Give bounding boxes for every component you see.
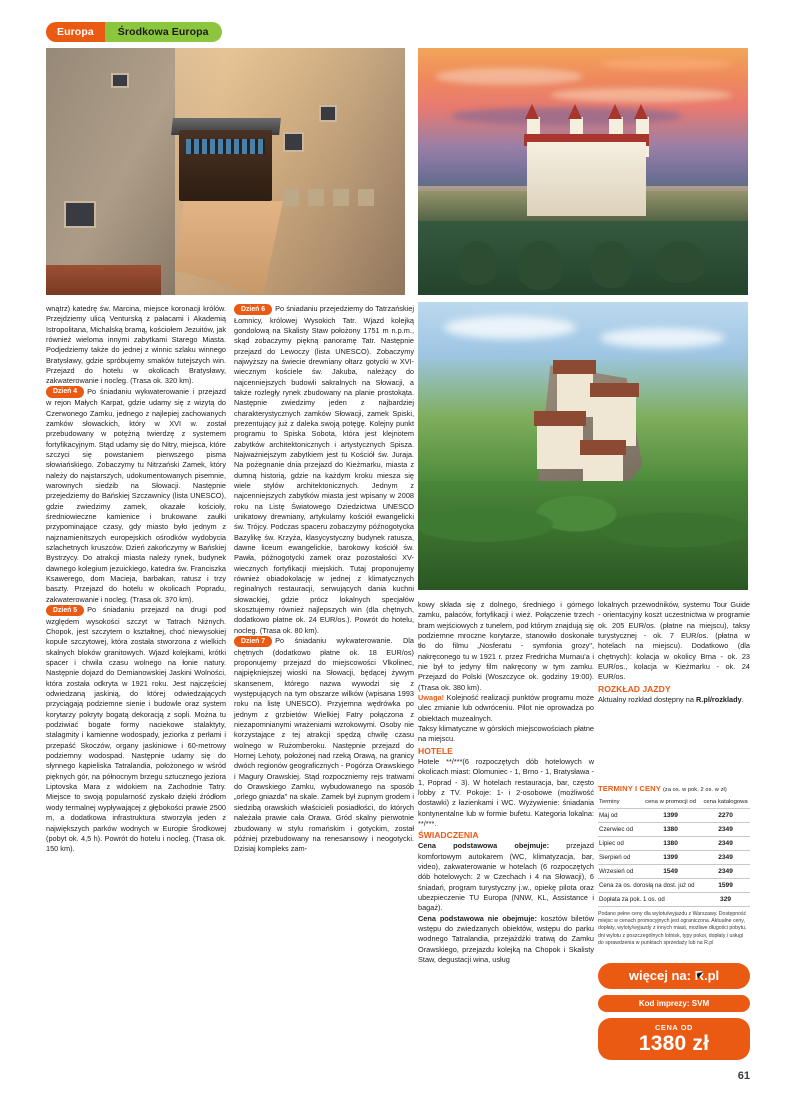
day-6-text: Po śniadaniu przejedziemy do Tatrzańskiej Łomnicy, królowej Wysokich Tatr. Wjazd kolejką gondolową na Skalisty Staw położony 1751 m n.p.m., skąd zobaczymy piękną panoramę Tatr. Następnie przejazd do Lewoczy (lista UNESCO). Zobaczymy najwyższy na świecie drewniany ołtarz gotycki w XVI-wiecznym kościele św. Jakuba, należący do najcenniejszych budowli sakralnych na Słowacji, a także rozległy rynek zbudowany na planie prostokąta. Następnie zwiedzimy jeden z najbardziej charakterystycznych zamków Słowacji, zamek Spiski, prezentujący już z daleka swoją potęgę. Kolejny punkt programu to Spiska Sobota, która jest klejnotem zabytków architektonicznych i artystycznych Spisza. Najważniejszym zabytkiem jest tu Kościół św. Juraja. Na pożegnanie dnia przejazd do Kieżmarku, miasta z dumną historią, gdzie na każdym kroku miesza się wiele stylów architektonicznych. Jednym z najcenniejszych zabytków miasta jest wpisany w 2008 roku na Listę Światowego Dziedzictwa UNESCO unikatowy drewniany, artykularny kościół ewangelicki św. Trójcy. Podczas spaceru zobaczymy późnogotycka Bazylikę św. Krzyża, klasycystyczny budynek ratusza, dawne liceum ewangelickie, barokowy kościół św. Pawła, późnogotycki zamek oraz pozostałości XV-wiecznych fortyfikacji miejskich. Tutaj proponujemy również obiadokolację w jednej z klimatycznych reginalnych restauracji, serwujących dania kuchni słowackiej, gdzie prócz lokalnych specjałów skosztujemy również najlepszych win (dla chętnych, dodatkowo płatne ok. 24 EUR/os.). Powrót do hotelu, nocleg. (Trasa ok. 80 km). xyxy=(234,304,414,635)
cell-term: Czerwiec od xyxy=(598,823,640,837)
price-excludes-label: Cena podstawowa nie obejmuje: xyxy=(418,913,537,923)
day-7-badge: Dzień 7 xyxy=(234,636,272,648)
cell-extra-label: Cena za os. dorosłą na dost. już od xyxy=(598,879,701,893)
col-header-promo: cena w promocji od xyxy=(640,796,701,809)
col-header-catalog: cena katalogowa xyxy=(701,796,750,809)
cell-extra-label: Dopłata za pok. 1 os. od xyxy=(598,893,701,907)
cell-term: Sierpień od xyxy=(598,851,640,865)
price-from-amount: 1380 zł xyxy=(638,1032,710,1055)
day-7-paragraph xyxy=(234,636,414,854)
uwaga-text: Kolejność realizacji punktów programu może ulec zmianie lub odwróceniu. Pilot nie oprowadza po obiektach muzealnych. xyxy=(418,693,594,723)
text-column-2 xyxy=(234,304,414,855)
table-row xyxy=(598,809,750,823)
more-info-button[interactable]: więcej na: R.pl xyxy=(598,963,750,989)
cell-promo: 1380 xyxy=(640,823,701,837)
day-4-badge: Dzień 4 xyxy=(46,386,84,398)
offer-code-badge: Kod imprezy: SVM xyxy=(598,995,750,1012)
cell-promo: 1549 xyxy=(640,865,701,879)
day-6-paragraph xyxy=(234,304,414,636)
swiadczenia-heading: ŚWIADCZENIA xyxy=(418,830,479,841)
prices-fineprint: Podano pełne ceny dla wylotu/wyjazdu z Warszawy. Dostępność miejsc w cenach promocyjnych jest ograniczona. Aktualne ceny, dopłaty, wyloty/wyjazdy z innych miast, możliwe długości pobytu, dni wylotu z poszczególnych lotnisk, typy pokoi, dopłaty i usługi do sprawdzenia w punktach sprzedaży lub na R.pl xyxy=(598,911,747,946)
prices-panel xyxy=(598,784,750,947)
day-7-text: Po śniadaniu wykwaterowanie. Dla chętnych (dodatkowo płatne ok. 18 EUR/os) proponujemy przejazd do miejscowości Vlkolinec, najpiękniejszej wioski na Słowacji, będącej żywym skansenem, którego nazwa wywodzi się z występujących na tym obszarze wilków (wpisana 1993 roku na listę UNESCO). Przyjemna wędrówka po jednym z grzbietów Wielkiej Fatry połączona z niezapomnianymi wrażeniami wzrokowymi. Osoby nie korzystające z tej atrakcji spędzą chwilę czasu wolnego w Rużomberoku. Następnie przejazd do Hornej Lehoty, położonej nad rzeką Orawą, na granicy dwóch regionów geograficznych - Pogórza Orawskiego i Magury Orawskiej. Stąd rozpoczniemy rejs tratwami do Orawskiego Zamku, wybudowanego na sposób „orlego gniazda" na skale. Zamek był żupnym grodem i siedzibą orawskich właścicieli posiadłości, do których należała prawie cała Orawa. Gród skalny pierwotnie zbudowany w stylu romańskim i gotyckim, został później przebudowany na renesansowy i neogotycki. Dzisiaj kompleks zam- xyxy=(234,636,414,854)
hotele-text: Hotele **/***(6 rozpoczętych dób hotelowych w okolicach miast: Olomuniec - 1, Brno - 1, Bratysława - 1, Poprad - 3). W hotelach restauracja, bar, często lobby z TV. Pokoje: 1- i 2-osobowe (możliwość dostawki) z łazienkami i WC. Wyżywienie: śniadania kontynentalne lub w formie bufetu. Kategoria lokalna: **/***. xyxy=(418,756,594,828)
price-excludes-text: kosztów biletów wstępu do zwiedzanych obiektów, wstępu do parku wodnego Tatralandia, przejażdżki tratwą do Zamku Orawskiego, przejazdu kolejką na Chopok i Skalisty Staw, degustacji wina, usług xyxy=(418,913,594,964)
paragraph-continued: lokalnych przewodników, systemu Tour Guide - orientacyjny koszt uczestnictwa w programie ok. 205 EUR/os. (płatne na miejscu), taksy turystycznej - ok. 7 EUR/os. (płatna w hotelach na miejscu). Dodatkowo (dla chętnych): kolacja w okolicy Brna - ok. 23 EUR/os., kolacja w Kieżmarku - ok. 24 EUR/os. xyxy=(598,600,750,682)
photo-castle-wall xyxy=(46,48,405,295)
prices-title-text: TERMINY I CENY xyxy=(598,784,661,793)
cell-catalog: 2349 xyxy=(701,851,750,865)
prices-subtitle: (za os. w pok. 2 os. w zł) xyxy=(662,787,727,793)
table-row xyxy=(598,823,750,837)
paragraph-continued: kowy składa się z dolnego, średniego i górnego zamku, pałaców, fortyfikacji i wież. Połączenie trzech bram wejściowych z tunelem, pod którym znajdują się podziemne mroczne korytarze, stanowiło doskonałe tło do filmu „Nosferatu - symfonia grozy", nakręconego tu w 1921 r. przez Fredricha Murnau'a i nie był to jedyny film nakręcony w tym zamku. Przejazd do Polski (Woszczyce ok. godziny 19:00). (Trasa ok. 380 km). xyxy=(418,600,594,692)
prices-title xyxy=(598,784,750,793)
price-excludes-paragraph xyxy=(418,914,594,966)
day-4-paragraph xyxy=(46,387,226,605)
prices-table xyxy=(598,796,750,907)
uwaga-paragraph xyxy=(418,693,594,724)
day-5-paragraph xyxy=(46,605,226,854)
cell-catalog: 2270 xyxy=(701,809,750,823)
col-header-term: Terminy xyxy=(598,796,640,809)
table-row xyxy=(598,837,750,851)
day-4-text: Po śniadaniu wykwaterowanie i przejazd w rejon Małych Karpat, gdzie udamy się z wizytą do Czerwonego Zamku, jednego z najlepiej zachowanych zamków słowackich, który w XVI w. został przebudowany w potężną twierdzę z systemem fortyfikacyjnym. Stąd udamy się do Nitry, miejsca, które szczyci się powstaniem pierwszego pisma słowiańskiego. Zobaczymy tu Nitrzański Zamek, który należy do najstarszych, udokumentowanych pisemnie, warownych siedzib na Słowacji. Następnie przejedziemy do Bańskiej Szczawnicy (lista UNESCO), gdzie zwiedzimy zamek, okazałe kościoły, średniowieczne kamienice i brukowane zaułki przypominające czasy, gdy miasto było jednym z najznamienitszych europejskich ośrodków wydobycia szlachetnych kruszców. Dzień zakończymy w Bańskiej Bystrzycy. Do atrakcji miasta należy rynek, budynek dawnego kolegium jezuickiego, katedra św. Franciszka Ksawerego, dom Macieja, barbakan, ratusz i trzy baszty. Przejazd do hotelu w okolicach Popradu, zakwaterowanie i nocleg. (Trasa ok. 370 km). xyxy=(46,386,226,604)
price-from-label: CENA OD xyxy=(654,1023,693,1032)
cell-term: Maj od xyxy=(598,809,640,823)
rozklad-paragraph: Aktualny rozkład dostępny na R.pl/rozklady. xyxy=(598,694,744,704)
cell-extra-value: 1599 xyxy=(701,879,750,893)
table-row-extra xyxy=(598,893,750,907)
cell-promo: 1399 xyxy=(640,851,701,865)
badge-region[interactable]: Europa xyxy=(46,22,105,42)
cell-term: Wrzesień od xyxy=(598,865,640,879)
photo-bratislava-castle xyxy=(418,48,748,295)
breadcrumb xyxy=(46,22,222,42)
price-from-badge xyxy=(598,1018,750,1060)
hotele-heading: HOTELE xyxy=(418,745,453,756)
table-header-row xyxy=(598,796,750,809)
text-column-1 xyxy=(46,304,226,855)
uwaga-label: Uwaga! xyxy=(418,693,445,703)
price-includes-label: Cena podstawowa obejmuje: xyxy=(418,841,550,851)
paragraph-continued: wnątrz) katedrę św. Marcina, miejsce koronacji królów. Przejdziemy ulicą Venturską z pałacami i Akademią Istropolitana, Michalską bramą, kościołem Jezuitów, jak również wieloma innymi zabytkami Starego Miasta. Podjedziemy także do jednej z winnic szlaku winnego Bratysławy, gdzie spróbujemy smaków tutejszych win. Przejazd do hotelu w okolicach Bratysławy, zakwaterowanie i nocleg. (Trasa ok. 320 km). xyxy=(46,304,226,386)
cell-term: Lipiec od xyxy=(598,837,640,851)
page-number: 61 xyxy=(737,1070,750,1082)
day-5-badge: Dzień 5 xyxy=(46,605,84,617)
table-row xyxy=(598,865,750,879)
price-includes-paragraph xyxy=(418,841,594,913)
cell-promo: 1399 xyxy=(640,809,701,823)
day-5-text: Po śniadaniu przejazd na drugi pod względem wysokości szczyt w Tatrach Niżnych. Chopok, jest szczytem o kształtnej, choć niewysokiej kopule szczytowej, która została stworzona z wielkich skalnych bloków granitowych. Wjazd kolejkami, krótki spacer i chwila czasu wolnego na łonie natury. Następnie dojazd do Demianowskiej Jaskini Wolności, która została odkryta w 1921 roku. Jest najczęściej odwiedzaną jaskinią, do której odwiedzających przyciągają podziemne sienie i budowle oraz system korytarzy pokryty bogatą dekoracją z sopli. Można tu podziwiać bogate formy naciekowe stalaktyty, stalagmity i kamienne wodospady, jeziorka z perłami i przepaść Skoczów, organy jaskiniowe i 60-metrowy podziemny wodospad. Następnie udamy się do słynnego kąpieliska Tatralandia, położonego w wśród pięknych gór, na północnym brzegu sztucznego jeziora Liptovska Mara z widokiem na Zachodnie Tatry. Miejsce to swoją popularność zyskało dzięki źródłom wody termalnej wypływającej z głębokości prawie 2500 m, a dodatkowa infrastruktura stworzyła jeden z największych parków wodnych w Europie Środkowej (pobyt ok. 4,5 h). Powrót do hotelu i nocleg. (Trasa ok. 150 km). xyxy=(46,605,226,854)
photo-orava-castle xyxy=(418,302,748,590)
cell-catalog: 2349 xyxy=(701,837,750,851)
cell-catalog: 2349 xyxy=(701,865,750,879)
rozklad-heading: ROZKŁAD JAZDY xyxy=(598,683,671,694)
cell-catalog: 2349 xyxy=(701,823,750,837)
price-includes-text: przejazd komfortowym autokarem (WC, klimatyzacja, bar, video), zakwaterowanie w hotelach (6 rozpoczętych dób hotelowych: 2 w Czechach i 4 na Słowacji), 6 śniadań, program turystyczny j.w., opiekę pilota oraz ubezpieczenie TU Europa (NNW, KL, Assistance i bagaż). xyxy=(418,841,594,913)
text-column-3 xyxy=(418,600,594,965)
text-column-4 xyxy=(598,600,750,705)
cell-extra-value: 329 xyxy=(701,893,750,907)
day-6-badge: Dzień 6 xyxy=(234,304,272,316)
table-row xyxy=(598,851,750,865)
taxes-paragraph: Taksy klimatyczne w górskich miejscowościach płatne na miejscu. xyxy=(418,724,594,744)
table-row-extra xyxy=(598,879,750,893)
badge-subregion[interactable]: Środkowa Europa xyxy=(105,22,222,42)
rozklad-text: Aktualny rozkład dostępny na xyxy=(598,694,696,704)
cell-promo: 1380 xyxy=(640,837,701,851)
rozklad-link[interactable]: R.pl/rozklady xyxy=(695,694,742,704)
